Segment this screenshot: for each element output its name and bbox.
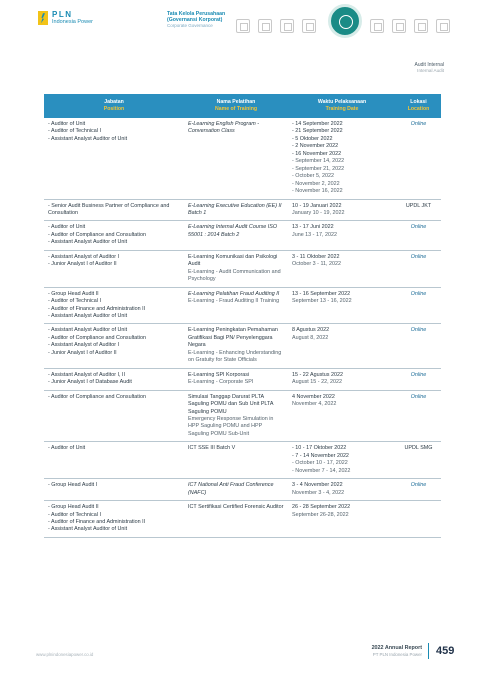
gear-icon[interactable]: [414, 19, 428, 33]
position-item: - Auditor of Technical I: [48, 298, 180, 305]
cell-position: [44, 390, 184, 442]
date-id: 13 - 16 September 2022: [292, 290, 351, 297]
cell-date: [288, 390, 396, 442]
cell-training: [184, 118, 288, 199]
table-row: [44, 221, 441, 250]
date-id: 4 November 2022: [292, 393, 335, 400]
table-row: [44, 324, 441, 368]
cell-date: [288, 199, 396, 221]
training-name: E-Learning Internal Audit Course ISO 55001 : 2014 Batch 2: [188, 224, 278, 238]
cell-training: [184, 287, 288, 324]
position-item: - Assistant Analyst Auditor of Unit: [48, 526, 180, 533]
training-name: E-Learning Pelatihan Fraud Auditing II: [188, 290, 280, 297]
training-name: ICT SSE III Batch V: [188, 445, 236, 452]
cell-location: Online: [396, 368, 441, 390]
cell-date: [288, 324, 396, 368]
company-logo: [38, 11, 93, 26]
cell-location: Online: [396, 479, 441, 501]
date-id: 26 - 28 September 2022: [292, 504, 351, 511]
date-item: - 7 - 14 November 2022: [292, 453, 392, 460]
date-en: January 10 - 19, 2022: [292, 210, 345, 217]
training-name: E-Learning - Enhancing Understanding on Gratuity for State Officials: [188, 349, 282, 364]
header-date: Waktu Pelaksanaan Training Date: [288, 94, 396, 118]
date-en: October 3 - 11, 2022: [292, 261, 342, 268]
position-item: - Junior Analyst I of Auditor II: [48, 350, 180, 357]
cell-position: [44, 324, 184, 368]
chapter-title: [167, 11, 225, 29]
date-en: November 3 - 4, 2022: [292, 489, 345, 496]
date-id: 3 - 4 November 2022: [292, 482, 343, 489]
date-en: September 26-28, 2022: [292, 511, 349, 518]
position-item: - Assistant Analyst Auditor of Unit: [48, 313, 180, 320]
cell-date: [288, 479, 396, 501]
cell-location: Online: [396, 118, 441, 199]
position-item: - Senior Audit Business Partner of Compliance and Consultation: [48, 203, 180, 218]
cell-date: [288, 442, 396, 479]
cell-position: [44, 479, 184, 501]
cell-location: Online: [396, 221, 441, 250]
cell-training: [184, 221, 288, 250]
cell-date: [288, 368, 396, 390]
date-en: September 13 - 16, 2022: [292, 298, 352, 305]
table-row: [44, 368, 441, 390]
position-item: - Assistant Analyst of Auditor I: [48, 254, 180, 261]
position-item: - Junior Analyst I of Database Audit: [48, 379, 180, 386]
date-id: 3 - 11 Oktober 2022: [292, 253, 340, 260]
cell-training: [184, 390, 288, 442]
cell-position: [44, 250, 184, 287]
position-item: - Junior Analyst I of Auditor II: [48, 261, 180, 268]
position-item: - Assistant Analyst of Auditor I: [48, 342, 180, 349]
position-item: - Auditor of Finance and Administration II: [48, 519, 180, 526]
date-item: - 16 November 2022: [292, 151, 392, 158]
cell-training: [184, 324, 288, 368]
training-name: E-Learning Executive Education (EE) II Batch 1: [188, 202, 282, 217]
cell-location: Online: [396, 390, 441, 442]
cell-date: [288, 501, 396, 538]
cell-position: [44, 199, 184, 221]
chapter-title-id: Tata Kelola Perusahaan: [167, 11, 226, 17]
brand-subtitle: Indonesia Power: [52, 19, 93, 25]
date-item-en: - October 5, 2022: [292, 173, 392, 180]
footer-divider: [428, 643, 429, 659]
position-item: - Auditor of Finance and Administration II: [48, 306, 180, 313]
training-name: E-Learning - Fraud Auditing II Training: [188, 298, 280, 305]
report-icon[interactable]: [236, 19, 250, 33]
position-item: - Group Head Audit II: [48, 291, 180, 298]
training-name: ICT Sertifikasi Certified Forensic Auditor: [188, 504, 284, 511]
cell-training: [184, 479, 288, 501]
table-row: [44, 390, 441, 442]
position-item: - Auditor of Compliance and Consultation: [48, 232, 180, 239]
header-training: Nama Pelatihan Name of Training: [184, 94, 288, 118]
date-en: August 8, 2022: [292, 334, 329, 341]
training-name: E-Learning Peningkatan Pemahaman Gratifikasi Bagi PN/ Penyelenggara Negara: [188, 327, 278, 349]
cell-date: [288, 287, 396, 324]
cell-position: [44, 501, 184, 538]
finance-icon[interactable]: [392, 19, 406, 33]
chapter-nav: [236, 14, 458, 38]
training-name: E-Learning - Audit Communication and Psychology: [188, 268, 281, 283]
cell-location: [396, 501, 441, 538]
section-subtitle: Internal Audit: [417, 68, 444, 73]
cell-training: [184, 199, 288, 221]
training-name: Simulasi Tanggap Darurat PLTA Saguling POMU dan Sub Unit PLTA Saguling POMU: [188, 393, 274, 415]
training-name: E-Learning English Program - Conversation Class: [188, 121, 260, 135]
cell-location: Online: [396, 324, 441, 368]
grid-icon[interactable]: [436, 19, 450, 33]
pln-lightning-icon: [38, 11, 48, 25]
training-table: [44, 94, 441, 538]
cell-location: UPDL SMG: [396, 442, 441, 479]
date-en: August 15 - 22, 2022: [292, 379, 343, 386]
table-header-row: [44, 94, 441, 118]
cell-date: [288, 221, 396, 250]
table-row: [44, 199, 441, 221]
footer-report: [372, 645, 422, 657]
date-item: - 10 - 17 Oktober 2022: [292, 445, 392, 452]
table-row: [44, 442, 441, 479]
date-item-en: - November 2, 2022: [292, 181, 392, 188]
cell-position: [44, 118, 184, 199]
table-row: [44, 250, 441, 287]
cell-location: UPDL JKT: [396, 199, 441, 221]
date-item: - 14 September 2022: [292, 121, 392, 128]
position-item: - Group Head Audit I: [48, 482, 180, 489]
people-icon[interactable]: [302, 19, 316, 33]
training-name: Emergency Response Simulation in HPP Saguling POMU and HPP Saguling POMU Sub-Unit: [188, 415, 274, 437]
header-position: Jabatan Position: [44, 94, 184, 118]
table-row: [44, 501, 441, 538]
position-item: - Auditor of Unit: [48, 121, 180, 128]
training-name: E-Learning - Corporate SPI: [188, 379, 254, 386]
date-item-en: - November 16, 2022: [292, 188, 392, 195]
table-row: [44, 118, 441, 199]
footer-url[interactable]: www.plnindonesiapower.co.id: [36, 652, 94, 657]
position-item: - Assistant Analyst Auditor of Unit: [48, 239, 180, 246]
cell-date: [288, 250, 396, 287]
chapter-title-en: Corporate Governance: [167, 23, 213, 29]
table-row: [44, 479, 441, 501]
page-number: 459: [436, 645, 455, 657]
header-location: Lokasi Location: [396, 94, 441, 118]
position-item: - Auditor of Unit: [48, 224, 180, 231]
cell-training: [184, 501, 288, 538]
training-name: ICT National Anti Fraud Conference (NAFC): [188, 482, 274, 496]
cell-location: Online: [396, 287, 441, 324]
brand-name: PLN: [52, 10, 73, 19]
date-item-en: - September 21, 2022: [292, 166, 392, 173]
position-item: - Auditor of Unit: [48, 445, 180, 452]
cell-position: [44, 368, 184, 390]
cell-position: [44, 221, 184, 250]
cell-position: [44, 287, 184, 324]
footer-company: PT PLN Indonesia Power: [372, 651, 422, 657]
date-item: - 21 September 2022: [292, 128, 392, 135]
position-item: - Assistant Analyst Auditor of Unit: [48, 327, 180, 334]
date-item: - 2 November 2022: [292, 143, 392, 150]
leaf-icon[interactable]: [370, 19, 384, 33]
position-item: - Group Head Audit II: [48, 504, 180, 511]
date-en: November 4, 2022: [292, 401, 337, 408]
position-item: - Auditor of Technical I: [48, 512, 180, 519]
cell-date: [288, 118, 396, 199]
position-item: - Auditor of Technical I: [48, 128, 180, 135]
position-item: - Auditor of Compliance and Consultation: [48, 335, 180, 342]
date-item: - 5 Oktober 2022: [292, 136, 392, 143]
position-item: - Assistant Analyst Auditor of Unit: [48, 136, 180, 143]
footer-report-title: 2022 Annual Report: [371, 645, 422, 651]
section-title: Audit Internal: [414, 62, 444, 68]
cell-training: [184, 442, 288, 479]
cell-position: [44, 442, 184, 479]
date-id: 8 Agustus 2022: [292, 327, 330, 334]
date-item-en: - September 14, 2022: [292, 158, 392, 165]
cell-training: [184, 250, 288, 287]
training-name: E-Learning SPI Korporasi: [188, 371, 250, 378]
position-item: - Auditor of Compliance and Consultation: [48, 394, 180, 401]
cell-training: [184, 368, 288, 390]
training-name: E-Learning Komunikasi dan Psikologi Audit: [188, 253, 278, 268]
date-item-en: - October 10 - 17, 2022: [292, 460, 392, 467]
date-id: 15 - 22 Agustus 2022: [292, 371, 343, 378]
date-en: June 13 - 17, 2022: [292, 231, 337, 238]
cell-location: Online: [396, 250, 441, 287]
date-id: 13 - 17 Juni 2022: [292, 224, 334, 231]
chart-icon[interactable]: [280, 19, 294, 33]
section-label: [415, 62, 444, 74]
date-id: 10 - 19 Januari 2022: [292, 202, 342, 209]
date-item-en: - November 7 - 14, 2022: [292, 468, 392, 475]
position-item: - Assistant Analyst of Auditor I, II: [48, 372, 180, 379]
table-row: [44, 287, 441, 324]
chapter-title-id-2: (Governansi Korporat): [167, 17, 223, 24]
building-icon[interactable]: [258, 19, 272, 33]
governance-icon[interactable]: [328, 4, 362, 38]
